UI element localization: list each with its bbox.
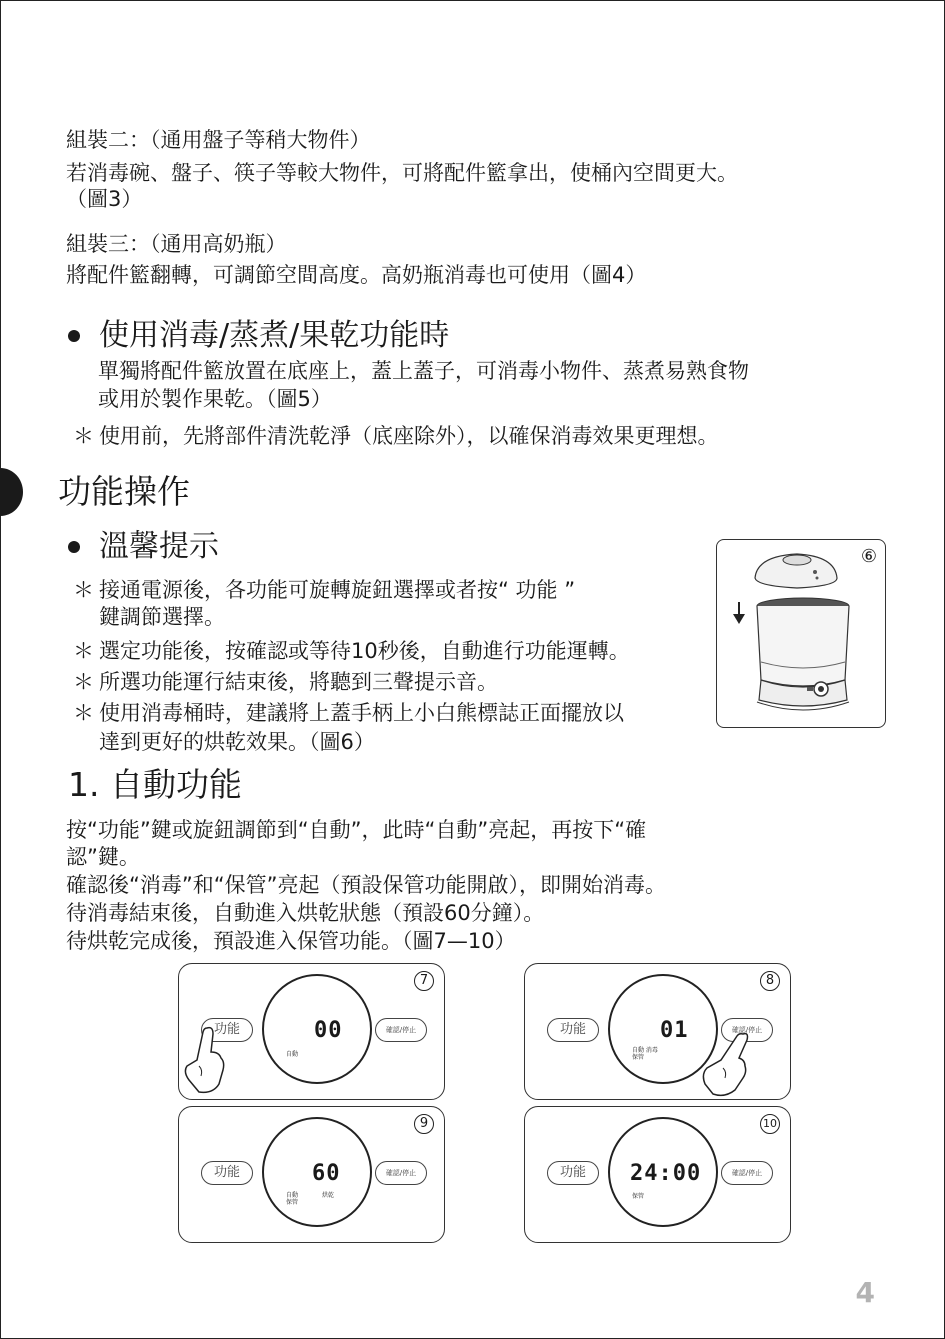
tip-4-line2: 達到更好的烘乾效果。（圖6） [99, 730, 375, 754]
tip-1-line1: 接通電源後，各功能可旋轉旋鈕選擇或者按“ 功能 ” [99, 578, 576, 602]
panel-number: 8 [760, 971, 780, 991]
assembly2-title: 組裝二：（通用盤子等稍大物件） [66, 128, 371, 152]
control-panel-7 [178, 963, 445, 1100]
display-readout: 24:00 [630, 1161, 702, 1186]
display-readout: 00 [314, 1018, 343, 1043]
assembly2-line1: 若消毒碗、盤子、筷子等較大物件，可將配件籃拿出，使桶內空間更大。 [66, 161, 738, 185]
function-button[interactable]: 功能 [201, 1161, 253, 1185]
confirm-stop-button[interactable]: 確認/停止 [375, 1018, 427, 1042]
confirm-stop-button[interactable]: 確認/停止 [721, 1161, 773, 1185]
tips-heading [66, 529, 219, 565]
asterisk: ＊ [73, 639, 94, 663]
function-button[interactable]: 功能 [201, 1018, 253, 1042]
panel-number: 10 [760, 1114, 780, 1134]
page-number: 4 [855, 1276, 875, 1309]
assembly3-title: 組裝三：（通用高奶瓶） [66, 232, 287, 256]
bullet-dot [68, 330, 80, 342]
asterisk: ＊ [73, 670, 94, 694]
tip-1-line2: 鍵調節選擇。 [99, 605, 225, 629]
pointing-hand-icon [183, 1024, 229, 1096]
tip-4 [73, 700, 624, 727]
display-readout: 60 [312, 1161, 341, 1186]
function-button[interactable]: 功能 [547, 1161, 599, 1185]
control-dial[interactable] [262, 974, 372, 1084]
confirm-stop-button[interactable]: 確認/停止 [721, 1018, 773, 1042]
usage-note-text: 使用前，先將部件清洗乾淨（底座除外），以確保消毒效果更理想。 [99, 424, 719, 448]
auto-title: 1. 自動功能 [68, 765, 242, 804]
control-dial[interactable] [262, 1117, 372, 1227]
indicator-label: 保管 [286, 1199, 299, 1206]
indicator-label: 保管 [632, 1193, 645, 1200]
indicator-label: 烘乾 [322, 1192, 335, 1199]
section-title: 功能操作 [58, 472, 190, 511]
usage-note [73, 423, 719, 450]
indicator-label: 自動 [286, 1192, 299, 1199]
auto-line5: 待烘乾完成後，預設進入保管功能。（圖7—10） [66, 929, 516, 953]
tip-1 [73, 577, 575, 604]
control-panel-8 [524, 963, 791, 1100]
figure-6-number: ⑥ [860, 546, 877, 567]
control-panel-9 [178, 1106, 445, 1243]
auto-line3: 確認後“消毒”和“保管”亮起（預設保管功能開啟），即開始消毒。 [66, 873, 667, 897]
usage-heading [66, 318, 449, 354]
tip-3-line1: 所選功能運行結束後，將聽到三聲提示音。 [99, 670, 498, 694]
usage-line1: 單獨將配件籃放置在底座上，蓋上蓋子，可消毒小物件、蒸煮易熟食物 [98, 359, 749, 383]
confirm-stop-button[interactable]: 確認/停止 [375, 1161, 427, 1185]
auto-line1: 按“功能”鍵或旋鈕調節到“自動”，此時“自動”亮起，再按下“確 [66, 818, 647, 842]
assembly2-line2: （圖3） [66, 187, 143, 211]
usage-line2: 或用於製作果乾。（圖5） [98, 387, 332, 411]
indicator-label: 自動 消毒 [632, 1047, 658, 1054]
indicator-label: 保管 [632, 1054, 645, 1061]
function-button[interactable]: 功能 [547, 1018, 599, 1042]
auto-line4: 待消毒結束後，自動進入烘乾狀態（預設60分鐘）。 [66, 901, 545, 925]
pointing-hand-icon [701, 1028, 755, 1100]
asterisk: ＊ [73, 424, 94, 448]
asterisk: ＊ [73, 701, 94, 725]
tip-2-line1: 選定功能後，按確認或等待10秒後，自動進行功能運轉。 [99, 639, 630, 663]
control-panel-10 [524, 1106, 791, 1243]
indicator-label: 自動 [286, 1051, 299, 1058]
panel-number: 9 [414, 1114, 434, 1134]
panel-number: 7 [414, 971, 434, 991]
bullet-dot [68, 541, 80, 553]
sterilizer-illustration [717, 540, 885, 727]
tip-2 [73, 638, 630, 665]
assembly3-line1: 將配件籃翻轉，可調節空間高度。高奶瓶消毒也可使用（圖4） [66, 263, 647, 287]
tip-4-line1: 使用消毒桶時，建議將上蓋手柄上小白熊標誌正面擺放以 [99, 701, 624, 725]
asterisk: ＊ [73, 578, 94, 602]
usage-title: 使用消毒/蒸煮/果乾功能時 [99, 318, 450, 353]
figure-6-sterilizer [716, 539, 886, 728]
tips-title: 溫馨提示 [99, 529, 219, 564]
control-dial[interactable] [608, 1117, 718, 1227]
auto-line2: 認”鍵。 [66, 845, 140, 869]
tip-3 [73, 669, 498, 696]
display-readout: 01 [660, 1018, 689, 1043]
